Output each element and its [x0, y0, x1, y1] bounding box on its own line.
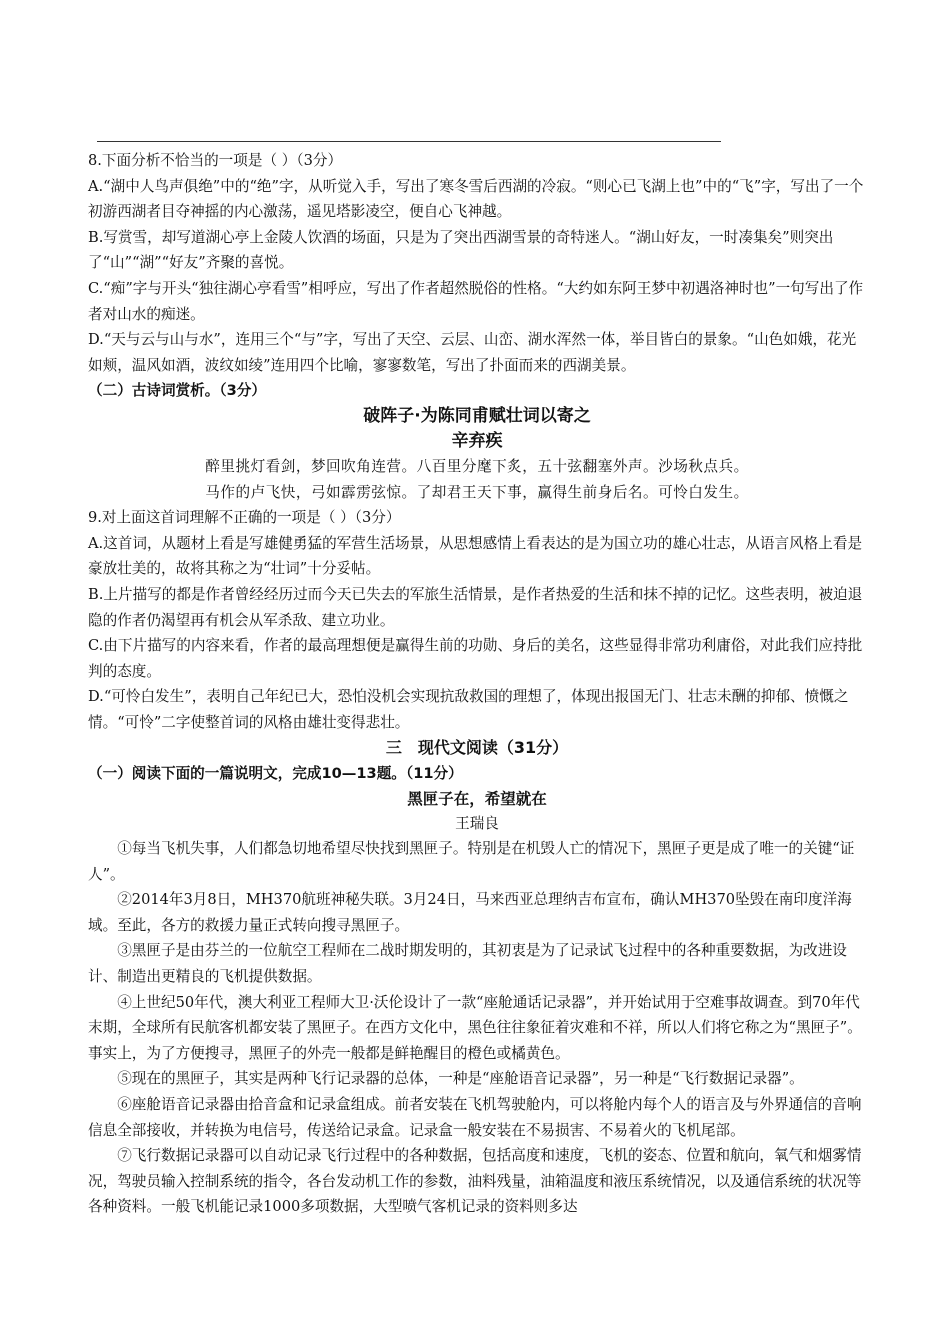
article-paragraph-7: ⑦飞行数据记录器可以自动记录飞行过程中的各种数据，包括高度和速度，飞机的姿态、位置和航向，氧气和烟雾情况，驾驶员输入控制系统的指令，各台发动机工作的参数，油料残量，油箱温度和液压系统情况，以及通信系统的状况等各种资料。一般飞机能记录1000多项数据，大型喷气客机记录的资料则多达 — [88, 1147, 862, 1216]
article-paragraph-5: ⑤现在的黑匣子，其实是两种飞行记录器的总体，一种是“座舱语音记录器”，另一种是“飞行数据记录器”。 — [117, 1070, 804, 1088]
article-paragraph-6: ⑥座舱语音记录器由拾音盒和记录盒组成。前者安装在飞机驾驶舱内，可以将舱内每个人的语言及与外界通信的音响信息全部接收，并转换为电信号，传送给记录盒。记录盒一般安装在不易损害、不易着火的飞机尾部。 — [88, 1096, 862, 1139]
poem-line-2: 马作的卢飞快，弓如霹雳弦惊。了却君王天下事，赢得生前身后名。可怜白发生。 — [205, 483, 749, 501]
q9-option-d: D.“可怜白发生”，表明自己年纪已大，恐怕没机会实现抗敌救国的理想了，体现出报国无门、壮志未酬的抑郁、愤慨之情。“可怜”二字使整首词的风格由雄壮变得悲壮。 — [88, 688, 849, 731]
q9-option-a: A.这首词，从题材上看是写雄健勇猛的军营生活场景，从思想感情上看表达的是为国立功的雄心壮志，从语言风格上看是豪放壮美的，故将其称之为“壮词”十分妥帖。 — [88, 534, 863, 578]
poetry-section-heading: （二）古诗词赏析。（3分） — [88, 382, 266, 400]
section-3-heading: 三 现代文阅读（31分） — [385, 738, 569, 758]
article-author: 王瑞良 — [455, 815, 499, 833]
poem-author: 辛弃疾 — [451, 430, 503, 451]
poem-line-1: 醉里挑灯看剑，梦回吹角连营。八百里分麾下炙，五十弦翻塞外声。沙场秋点兵。 — [205, 457, 749, 475]
q8-option-a: A.“湖中人鸟声俱绝”中的“绝”字，从听觉入手，写出了寒冬雪后西湖的冷寂。“则心已飞湖上也”中的“飞”字，写出了一个初游西湖者目夺神摇的内心激荡，遥见塔影凌空，便自心飞神越。 — [88, 177, 864, 221]
page-content — [88, 148, 866, 1220]
article-paragraph-3: ③黑匣子是由芬兰的一位航空工程师在二战时期发明的，其初衷是为了记录试飞过程中的各种重要数据，为改进设计、制造出更精良的飞机提供数据。 — [88, 942, 847, 986]
reading-intro: （一）阅读下面的一篇说明文，完成10—13题。（11分） — [88, 765, 463, 783]
header-rule — [97, 141, 721, 142]
q8-option-c: C.“痴”字与开头“独往湖心亭看雪”相呼应，写出了作者超然脱俗的性格。“大约如东阿王梦中初遇洛神时也”一句写出了作者对山水的痴迷。 — [88, 279, 864, 323]
article-title: 黑匣子在，希望就在 — [407, 790, 547, 809]
q9-option-c: C.由下片描写的内容来看，作者的最高理想便是赢得生前的功勋、身后的美名，这些显得非常功利庸俗，对此我们应持批判的态度。 — [88, 637, 863, 680]
article-paragraph-1: ①每当飞机失事，人们都急切地希望尽快找到黑匣子。特别是在机毁人亡的情况下，黑匣子更是成了唯一的关键“证人”。 — [88, 840, 855, 883]
poem-title: 破阵子·为陈同甫赋壮词以寄之 — [363, 405, 591, 426]
q9-stem: 9.对上面这首词理解不正确的一项是（ ）（3分） — [88, 509, 401, 527]
q9-option-b: B.上片描写的都是作者曾经经历过而今天已失去的军旅生活情景，是作者热爱的生活和抹不掉的记忆。这些表明，被迫退隐的作者仍渴望再有机会从军杀敌、建立功业。 — [88, 585, 863, 629]
q8-option-d: D.“天与云与山与水”，连用三个“与”字，写出了天空、云层、山峦、湖水浑然一体，举目皆白的景象。“山色如娥，花光如颊，温风如酒，波纹如绫”连用四个比喻，寥寥数笔，写出了扑面而来的西湖美景。 — [88, 331, 857, 374]
article-paragraph-2: ②2014年3月8日，MH370航班神秘失联。3月24日，马来西亚总理纳吉布宣布，确认MH370坠毁在南印度洋海域。至此，各方的救援力量正式转向搜寻黑匣子。 — [88, 891, 852, 934]
q8-option-b: B.写赏雪，却写道湖心亭上金陵人饮酒的场面，只是为了突出西湖雪景的奇特迷人。“湖山好友，一时凑集矣”则突出了“山”“湖”“好友”齐聚的喜悦。 — [88, 228, 834, 272]
article-paragraph-4: ④上世纪50年代，澳大利亚工程师大卫·沃伦设计了一款“座舱通话记录器”，并开始试用于空难事故调查。到70年代末期，全球所有民航客机都安装了黑匣子。在西方文化中，黑色往往象征着灾难和不祥，所以人们将它称之为“黑匣子”。事实上，为了方便搜寻，黑匣子的外壳一般都是鲜艳醒目的橙色或橘黄色。 — [88, 993, 862, 1062]
q8-stem: 8.下面分析不恰当的一项是（ ）（3分） — [88, 152, 343, 169]
